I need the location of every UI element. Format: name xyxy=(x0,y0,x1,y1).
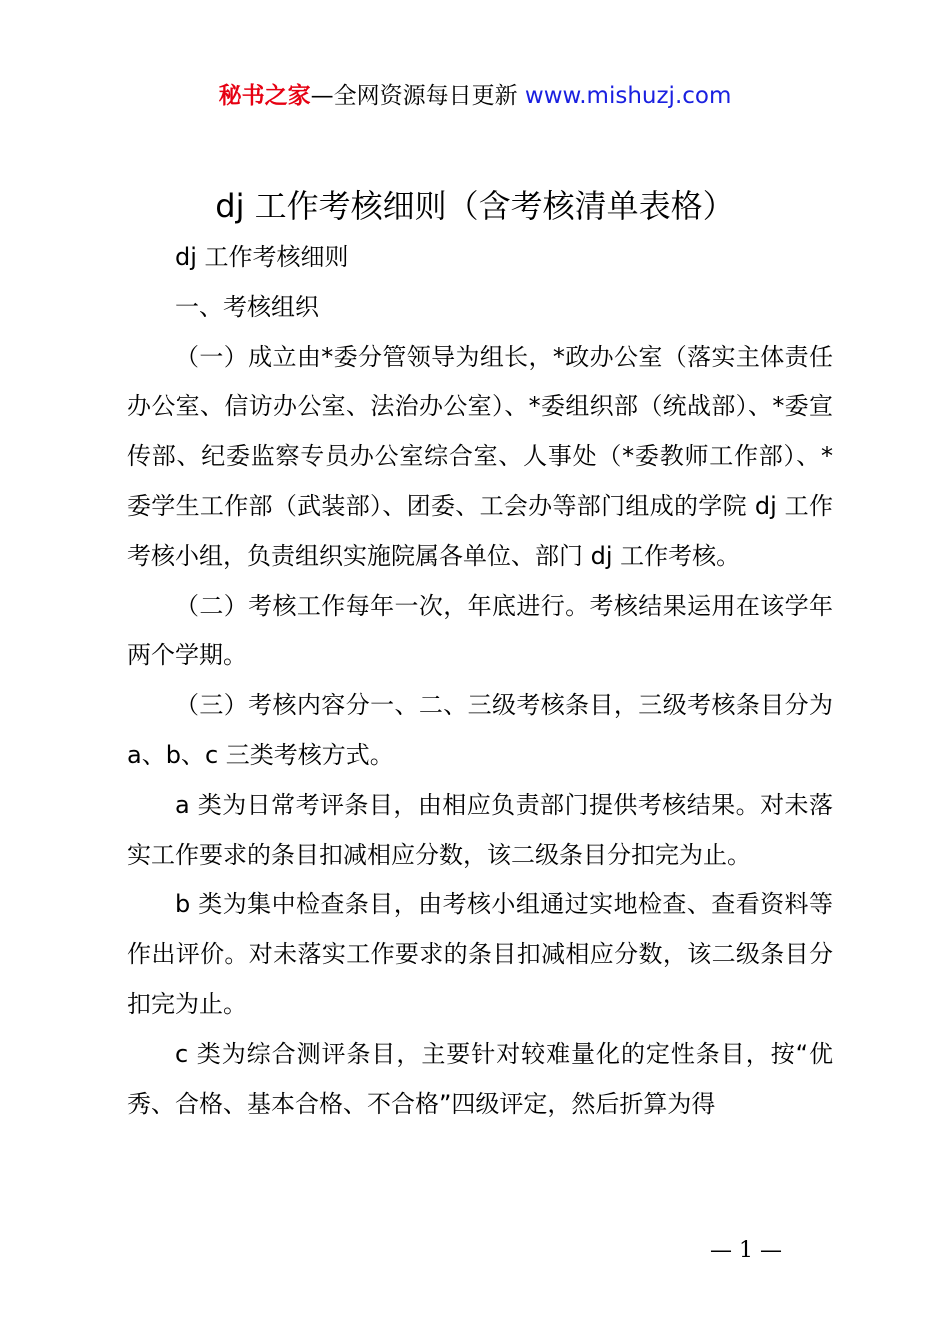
document-subtitle: dj 工作考核细则 xyxy=(175,243,349,271)
paragraph: a 类为日常考评条目，由相应负责部门提供考核结果。对未落实工作要求的条目扣减相应分数，该二级条目分扣完为止。 xyxy=(127,790,833,869)
section-heading: 一、考核组织 xyxy=(175,292,319,321)
brand-name: 秘书之家 xyxy=(218,83,311,109)
paragraph: （三）考核内容分一、二、三级考核条目，三级考核条目分为 a、b、c 三类考核方式。 xyxy=(127,691,833,769)
document-title: dj 工作考核细则（含考核清单表格） xyxy=(215,187,735,225)
site-url[interactable]: www.mishuzj.com xyxy=(524,83,732,109)
paragraph: c 类为综合测评条目，主要针对较难量化的定性条目，按“优秀、合格、基本合格、不合格”四级评定，然后折算为得 xyxy=(127,1039,833,1118)
paragraph: b 类为集中检查条目，由考核小组通过实地检查、查看资料等作出评价。对未落实工作要求的条目扣减相应分数，该二级条目分扣完为止。 xyxy=(127,890,833,1018)
header-slogan: —全网资源每日更新 xyxy=(310,83,518,109)
document-body xyxy=(127,233,833,1129)
paragraph: （二）考核工作每年一次，年底进行。考核结果运用在该学年两个学期。 xyxy=(127,591,833,670)
page-number: — 1 — xyxy=(710,1238,782,1263)
site-header xyxy=(0,80,950,112)
paragraph: （一）成立由*委分管领导为组长，*政办公室（落实主体责任办公室、信访办公室、法治办公室）、*委组织部（统战部）、*委宣传部、纪委监察专员办公室综合室、人事处（*委教师工作部）、*委学生工作部（武装部）、团委、工会办等部门组成的学院 dj 工作考核小组，负责组织实施院属各单位、部门 dj 工作考核。 xyxy=(127,342,833,570)
